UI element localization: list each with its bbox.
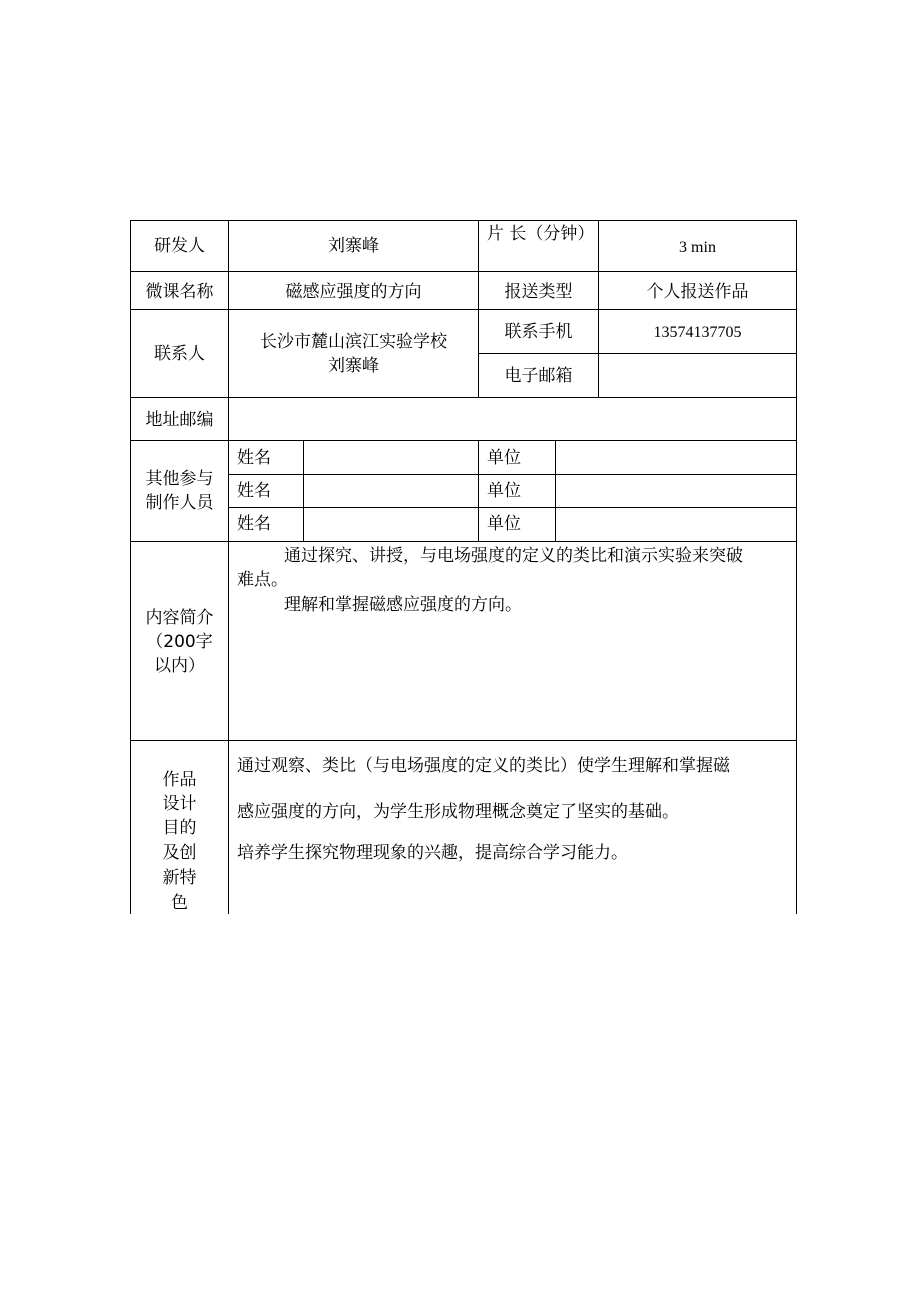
- summary-label-line1: 内容简介: [145, 608, 214, 628]
- title-value: 磁感应强度的方向: [285, 282, 422, 302]
- design-label-line6: 色: [171, 893, 188, 913]
- title-label: 微课名称: [145, 282, 214, 302]
- table-border-right: [796, 220, 797, 914]
- participant-unit-label: 单位: [487, 481, 521, 501]
- design-label-line2: 设计: [162, 794, 197, 814]
- design-label-line1: 作品: [162, 770, 197, 790]
- table-column-rule: [228, 220, 229, 914]
- address-label: 地址邮编: [145, 410, 214, 430]
- summary-label-line2: （200字: [146, 632, 213, 652]
- table-rule: [478, 353, 797, 354]
- participant-unit-label: 单位: [487, 448, 521, 468]
- summary-line3: 理解和掌握磁感应强度的方向。: [284, 595, 522, 615]
- table-rule: [130, 397, 797, 398]
- table-rule: [130, 740, 797, 741]
- contact-value-line2: 刘寨峰: [328, 356, 379, 376]
- duration-label: 片 长（分钟）: [487, 224, 595, 244]
- email-label: 电子邮箱: [504, 366, 573, 386]
- table-column-rule: [303, 440, 304, 541]
- design-label-line4: 及创: [162, 843, 197, 863]
- design-line3: 培养学生探究物理现象的兴趣，提高综合学习能力。: [237, 843, 628, 863]
- phone-value: 13574137705: [653, 324, 742, 341]
- table-rule: [228, 474, 797, 475]
- participants-label-line2: 制作人员: [145, 493, 214, 513]
- table-column-rule: [478, 440, 479, 541]
- participants-label-line1: 其他参与: [145, 469, 214, 489]
- submit-type-value: 个人报送作品: [646, 282, 749, 302]
- design-line2: 感应强度的方向，为学生形成物理概念奠定了坚实的基础。: [237, 802, 679, 822]
- table-border-top: [130, 220, 797, 221]
- design-line1: 通过观察、类比（与电场强度的定义的类比）使学生理解和掌握磁: [237, 756, 730, 776]
- developer-value: 刘寨峰: [328, 236, 379, 256]
- table-rule: [130, 541, 797, 542]
- duration-value: 3 min: [679, 239, 716, 256]
- summary-label-line3: 以内）: [154, 656, 205, 676]
- summary-line1: 通过探究、讲授，与电场强度的定义的类比和演示实验来突破: [284, 546, 743, 566]
- table-rule: [130, 440, 797, 441]
- design-label-line3: 目的: [162, 818, 197, 838]
- contact-label: 联系人: [154, 344, 205, 364]
- contact-value-line1: 长沙市麓山滨江实验学校: [260, 332, 447, 352]
- table-rule: [130, 271, 797, 272]
- table-rule: [130, 309, 797, 310]
- participant-name-label: 姓名: [237, 448, 271, 468]
- table-column-rule: [555, 440, 556, 541]
- submit-type-label: 报送类型: [504, 282, 573, 302]
- design-label-line5: 新特: [162, 868, 197, 888]
- summary-line2: 难点。: [237, 570, 288, 590]
- developer-label: 研发人: [154, 236, 205, 256]
- participant-name-label: 姓名: [237, 514, 271, 534]
- participant-name-label: 姓名: [237, 481, 271, 501]
- table-rule: [228, 507, 797, 508]
- participant-unit-label: 单位: [487, 514, 521, 534]
- phone-label: 联系手机: [504, 322, 573, 342]
